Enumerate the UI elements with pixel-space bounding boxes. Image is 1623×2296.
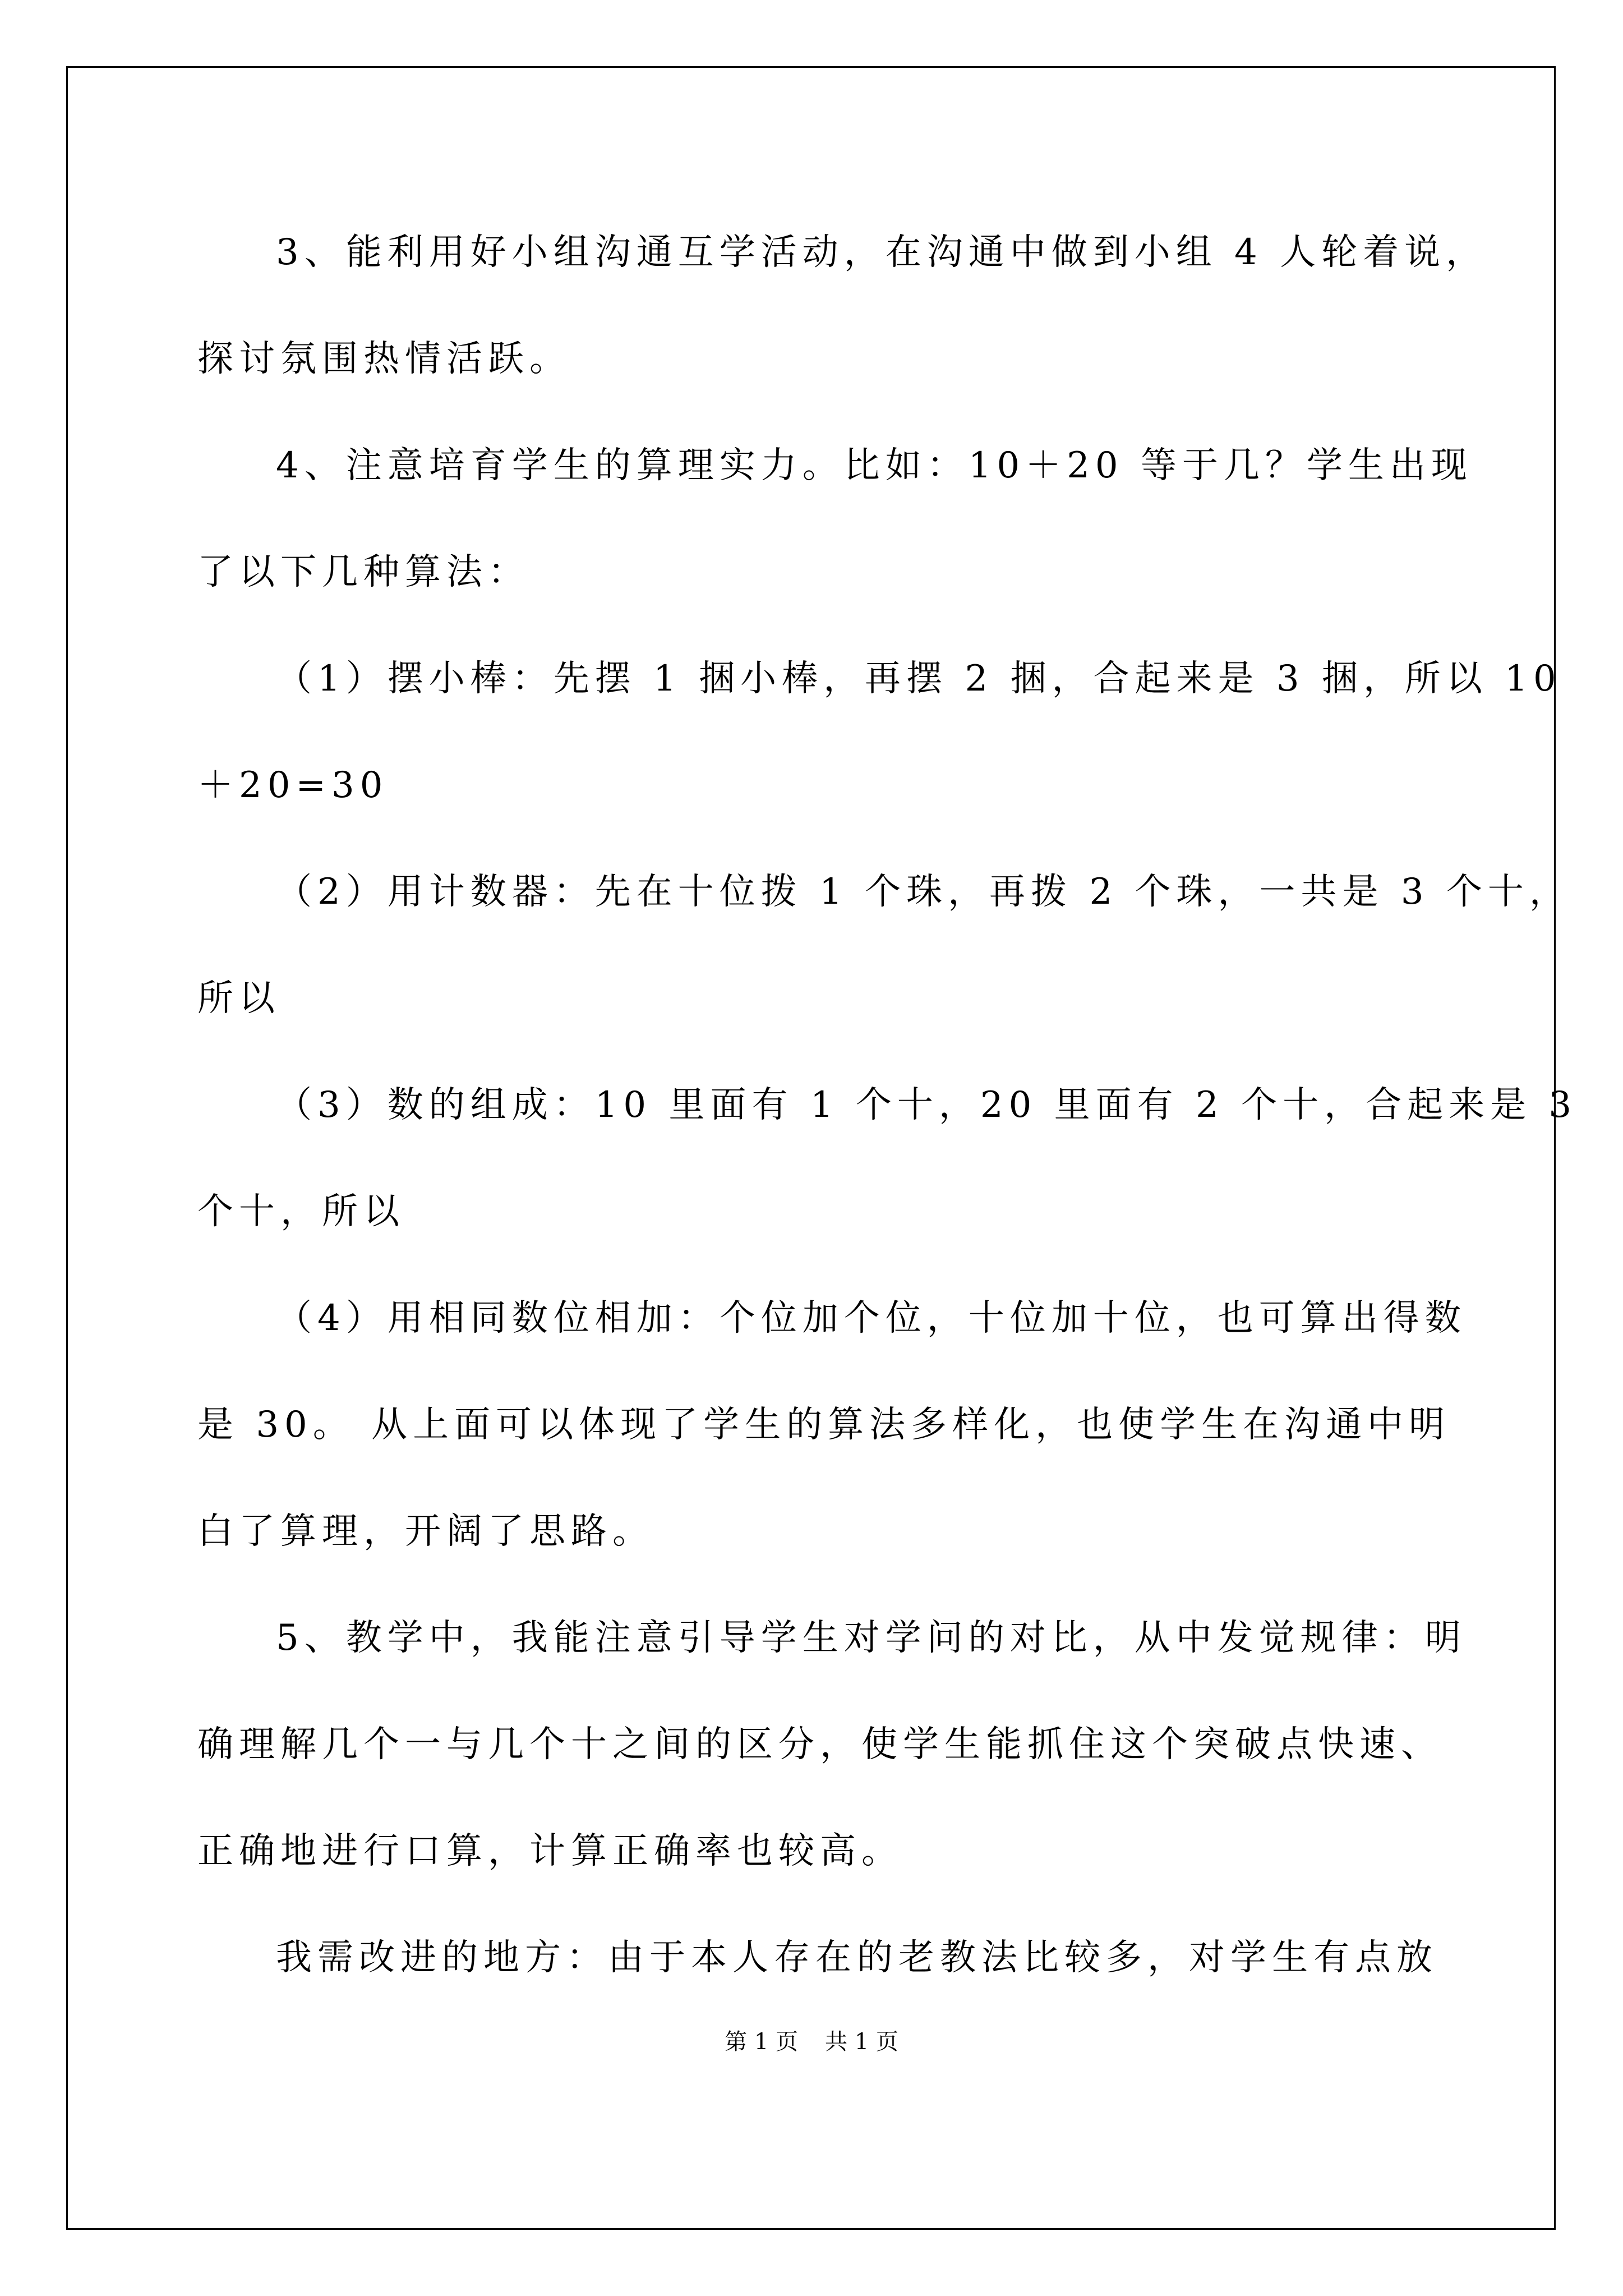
page-total: 共 1 页 [825,2029,898,2055]
method-4-line-1: （4）用相同数位相加：个位加个位，十位加十位，也可算出得数 [276,1297,1467,1339]
paragraph-4-line-2: 了以下几种算法： [197,551,529,593]
method-4-line-3: 白了算理，开阔了思路。 [197,1511,654,1552]
improvement-paragraph-line-1: 我需改进的地方：由于本人存在的老教法比较多，对学生有点放 [276,1937,1438,1978]
method-1-line-2: ＋20=30 [197,765,389,806]
paragraph-5-line-3: 正确地进行口算，计算正确率也较高。 [197,1830,903,1872]
method-3-line-1: （3）数的组成：10 里面有 1 个十，20 里面有 2 个十，合起来是 3 [276,1084,1578,1126]
method-1-line-1: （1）摆小棒：先摆 1 捆小棒，再摆 2 捆，合起来是 3 捆，所以 10 [276,658,1562,700]
paragraph-4-line-1: 4、注意培育学生的算理实力。比如：10＋20 等于几？学生出现 [276,445,1473,486]
paragraph-5-line-1: 5、教学中，我能注意引导学生对学问的对比，从中发觉规律：明 [276,1617,1467,1659]
page-footer [0,2025,1623,2059]
method-4-line-2: 是 30。 从上面可以体现了学生的算法多样化，也使学生在沟通中明 [197,1404,1451,1446]
page-number: 第 1 页 [725,2029,798,2055]
method-2-line-2: 所以 [197,978,280,1019]
page-border [66,66,1556,2230]
method-3-line-2: 个十，所以 [197,1191,405,1232]
paragraph-3-line-2: 探讨氛围热情活跃。 [197,338,571,380]
paragraph-3-line-1: 3、能利用好小组沟通互学活动，在沟通中做到小组 4 人轮着说， [276,232,1488,273]
paragraph-5-line-2: 确理解几个一与几个十之间的区分，使学生能抓住这个突破点快速、 [197,1724,1442,1765]
method-2-line-1: （2）用计数器：先在十位拨 1 个珠，再拨 2 个珠，一共是 3 个十， [276,871,1571,913]
